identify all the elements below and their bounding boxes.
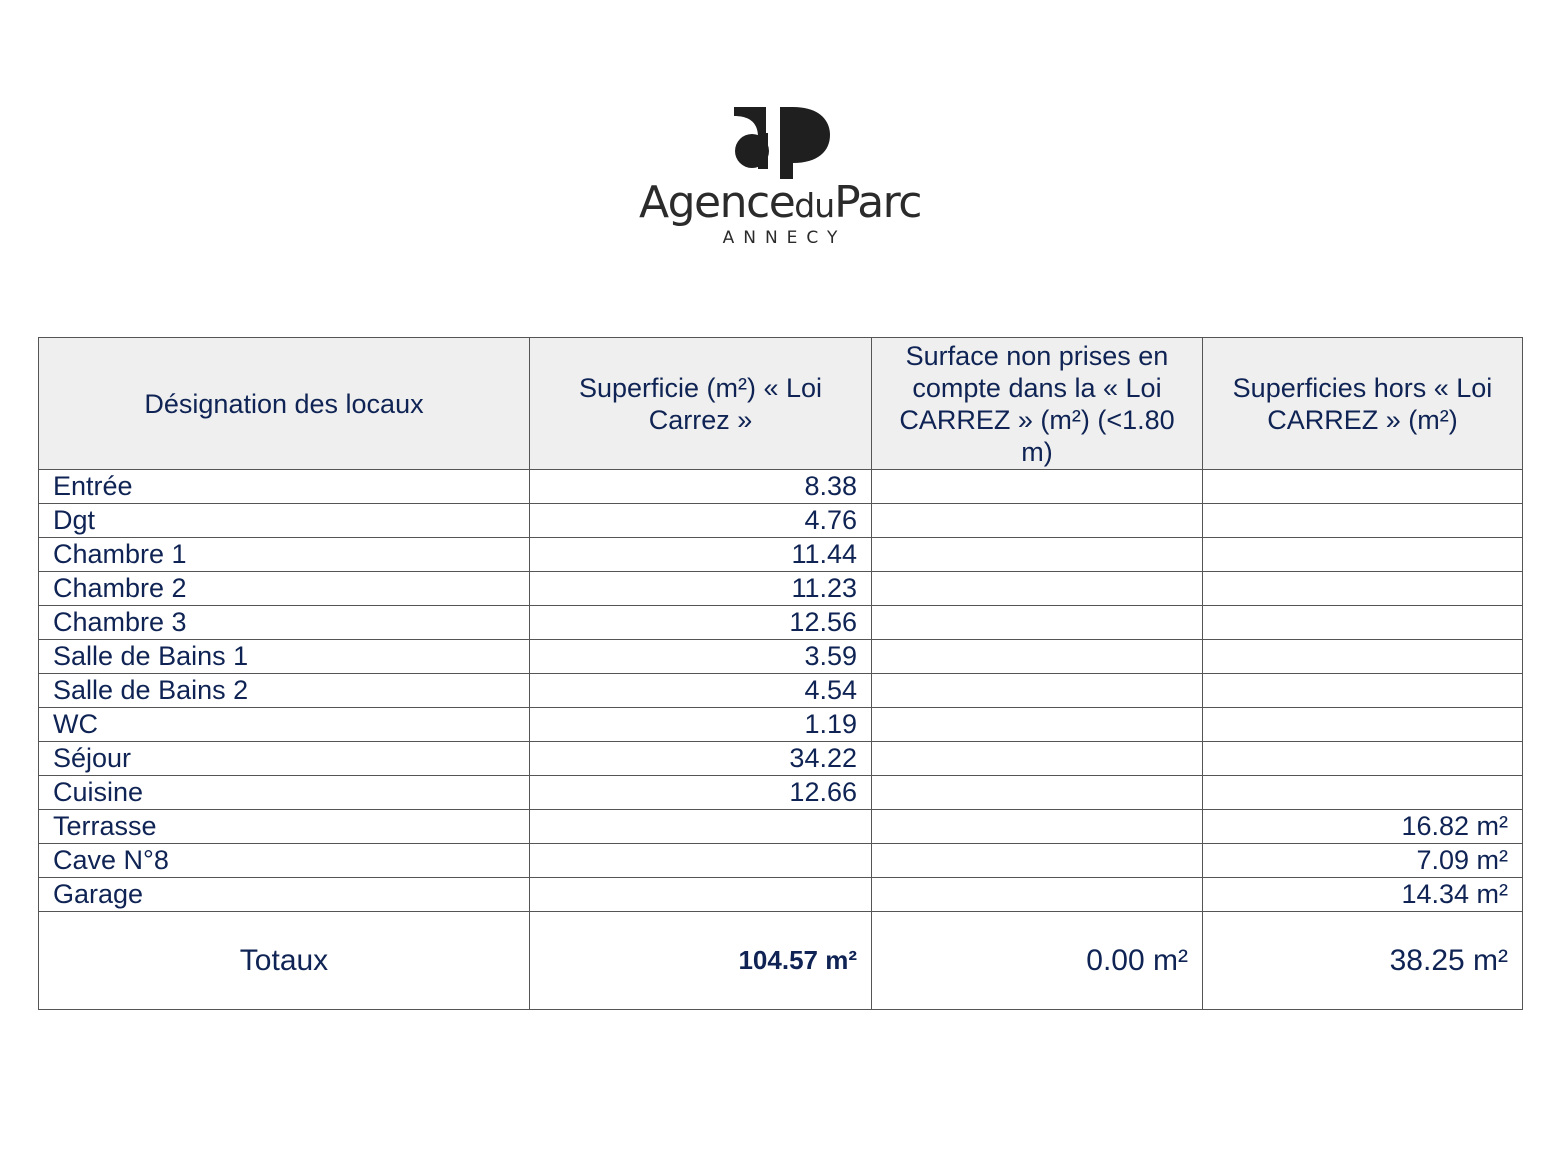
hors-carrez-surface [1203, 708, 1523, 742]
carrez-surface: 12.56 [530, 606, 872, 640]
agency-logo [580, 95, 980, 260]
carrez-surface: 4.54 [530, 674, 872, 708]
non-prises-surface [872, 708, 1203, 742]
non-prises-surface [872, 606, 1203, 640]
carrez-surface: 1.19 [530, 708, 872, 742]
non-prises-surface [872, 504, 1203, 538]
table-row [39, 606, 1523, 640]
hors-carrez-surface [1203, 742, 1523, 776]
table-row [39, 810, 1523, 844]
hors-carrez-surface: 14.34 m² [1203, 878, 1523, 912]
total-carrez: 104.57 m² [530, 912, 872, 1010]
non-prises-surface [872, 878, 1203, 912]
carrez-surface: 11.23 [530, 572, 872, 606]
hors-carrez-surface [1203, 572, 1523, 606]
header-non-prises: Surface non prises en compte dans la « Loi CARREZ » (m²) (<1.80 m) [872, 338, 1203, 470]
room-name: Cuisine [39, 776, 530, 810]
non-prises-surface [872, 538, 1203, 572]
room-name: Dgt [39, 504, 530, 538]
carrez-surface [530, 810, 872, 844]
surface-table [38, 337, 1523, 1010]
room-name: Entrée [39, 470, 530, 504]
non-prises-surface [872, 640, 1203, 674]
totals-row [39, 912, 1523, 1010]
carrez-surface: 34.22 [530, 742, 872, 776]
header-hors-carrez: Superficies hors « Loi CARREZ » (m²) [1203, 338, 1523, 470]
carrez-surface [530, 878, 872, 912]
room-name: Salle de Bains 2 [39, 674, 530, 708]
table-row [39, 844, 1523, 878]
room-name: WC [39, 708, 530, 742]
room-name: Terrasse [39, 810, 530, 844]
hors-carrez-surface [1203, 504, 1523, 538]
non-prises-surface [872, 742, 1203, 776]
table-row [39, 708, 1523, 742]
hors-carrez-surface [1203, 538, 1523, 572]
table-row [39, 572, 1523, 606]
room-name: Séjour [39, 742, 530, 776]
logo-city: ANNECY [722, 228, 847, 248]
hors-carrez-surface [1203, 606, 1523, 640]
non-prises-surface [872, 572, 1203, 606]
header-row [39, 338, 1523, 470]
hors-carrez-surface: 16.82 m² [1203, 810, 1523, 844]
table-row [39, 538, 1523, 572]
non-prises-surface [872, 674, 1203, 708]
table-row [39, 504, 1523, 538]
room-name: Chambre 3 [39, 606, 530, 640]
carrez-surface: 8.38 [530, 470, 872, 504]
carrez-surface: 12.66 [530, 776, 872, 810]
non-prises-surface [872, 470, 1203, 504]
non-prises-surface [872, 776, 1203, 810]
non-prises-surface [872, 810, 1203, 844]
room-name: Chambre 1 [39, 538, 530, 572]
hors-carrez-surface [1203, 776, 1523, 810]
table-row [39, 776, 1523, 810]
carrez-surface: 3.59 [530, 640, 872, 674]
table-row [39, 470, 1523, 504]
table-row [39, 674, 1523, 708]
carrez-surface: 11.44 [530, 538, 872, 572]
header-designation: Désignation des locaux [39, 338, 530, 470]
hors-carrez-surface [1203, 470, 1523, 504]
table-row [39, 878, 1523, 912]
hors-carrez-surface [1203, 640, 1523, 674]
table-row [39, 742, 1523, 776]
room-name: Salle de Bains 1 [39, 640, 530, 674]
table-row [39, 640, 1523, 674]
hors-carrez-surface [1203, 674, 1523, 708]
totals-label: Totaux [39, 912, 530, 1010]
room-name: Cave N°8 [39, 844, 530, 878]
room-name: Garage [39, 878, 530, 912]
room-name: Chambre 2 [39, 572, 530, 606]
non-prises-surface [872, 844, 1203, 878]
logo-wordmark: AgenceduParc [639, 177, 921, 228]
ap-monogram-icon [728, 103, 832, 179]
hors-carrez-surface: 7.09 m² [1203, 844, 1523, 878]
total-hors-carrez: 38.25 m² [1203, 912, 1523, 1010]
carrez-surface [530, 844, 872, 878]
carrez-surface: 4.76 [530, 504, 872, 538]
header-carrez: Superficie (m²) « Loi Carrez » [530, 338, 872, 470]
total-non-prises: 0.00 m² [872, 912, 1203, 1010]
